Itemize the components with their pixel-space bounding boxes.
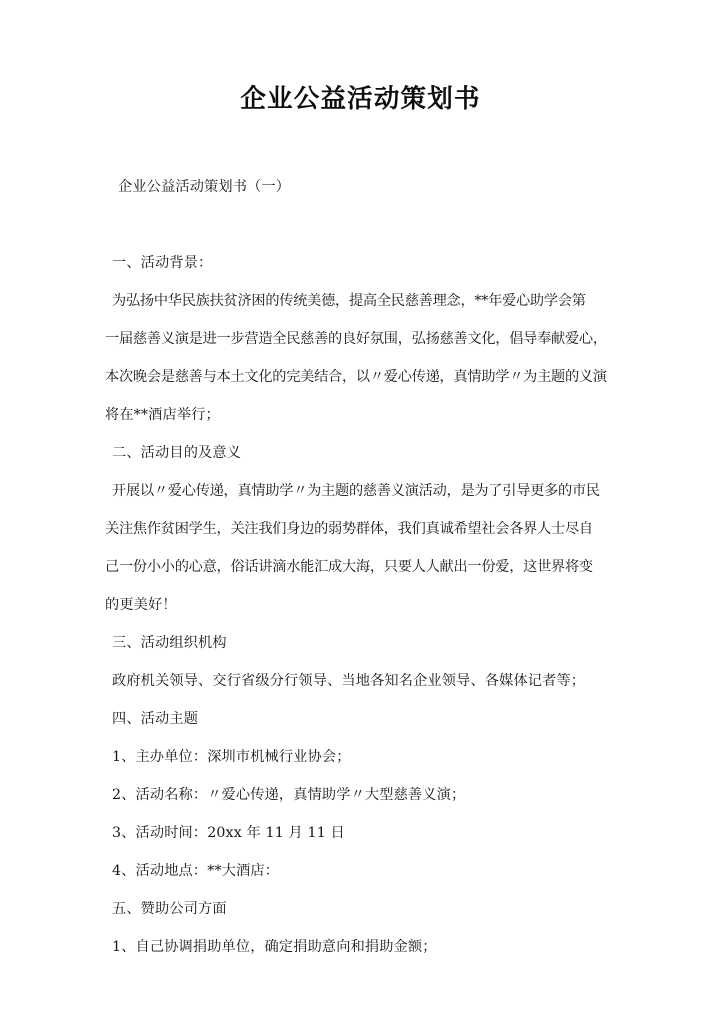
section-1-line-1: 为弘扬中华民族扶贫济困的传统美德，提高全民慈善理念，**年爱心助学会第 [112, 293, 586, 309]
section-heading-3: 三、活动组织机构 [112, 635, 227, 651]
page-title: 企业公益活动策划书 [240, 84, 481, 114]
section-heading-1: 一、活动背景： [112, 255, 213, 271]
section-1-line-3: 本次晚会是慈善与本土文化的完美结合，以〃爱心传递，真情助学〃为主题的义演 [105, 369, 607, 385]
section-2-line-2: 关注焦作贫困学生，关注我们身边的弱势群体，我们真诚希望社会各界人士尽自 [105, 521, 593, 537]
section-4-item-4: 4、活动地点：**大酒店： [112, 863, 280, 879]
section-1-line-2: 一届慈善义演是进一步营造全民慈善的良好氛围，弘扬慈善文化，倡导奉献爱心， [105, 331, 607, 347]
section-4-item-2: 2、活动名称：〃爱心传递，真情助学〃大型慈善义演； [112, 787, 466, 803]
paragraph-gap [105, 206, 617, 244]
section-3-line-1: 政府机关领导、交行省级分行领导、当地各知名企业领导、各媒体记者等； [112, 673, 586, 689]
section-heading-2: 二、活动目的及意义 [112, 445, 242, 461]
document-body [105, 168, 617, 966]
section-1-line-4: 将在**酒店举行； [105, 407, 220, 423]
document-subtitle: 企业公益活动策划书（一） [118, 179, 291, 195]
section-heading-5: 五、赞助公司方面 [112, 901, 227, 917]
section-2-line-1: 开展以〃爱心传递，真情助学〃为主题的慈善义演活动，是为了引导更多的市民 [112, 483, 600, 499]
section-heading-4: 四、活动主题 [112, 711, 199, 727]
section-5-item-1: 1、自己协调捐助单位，确定捐助意向和捐助金额； [112, 939, 437, 955]
section-2-line-3: 己一份小小的心意，俗话讲滴水能汇成大海，只要人人献出一份爱，这世界将变 [105, 559, 593, 575]
section-4-item-3: 3、活动时间：20xx 年 11 月 11 日 [112, 825, 345, 841]
section-2-line-4: 的更美好！ [105, 597, 177, 613]
section-4-item-1: 1、主办单位：深圳市机械行业协会； [112, 749, 351, 765]
